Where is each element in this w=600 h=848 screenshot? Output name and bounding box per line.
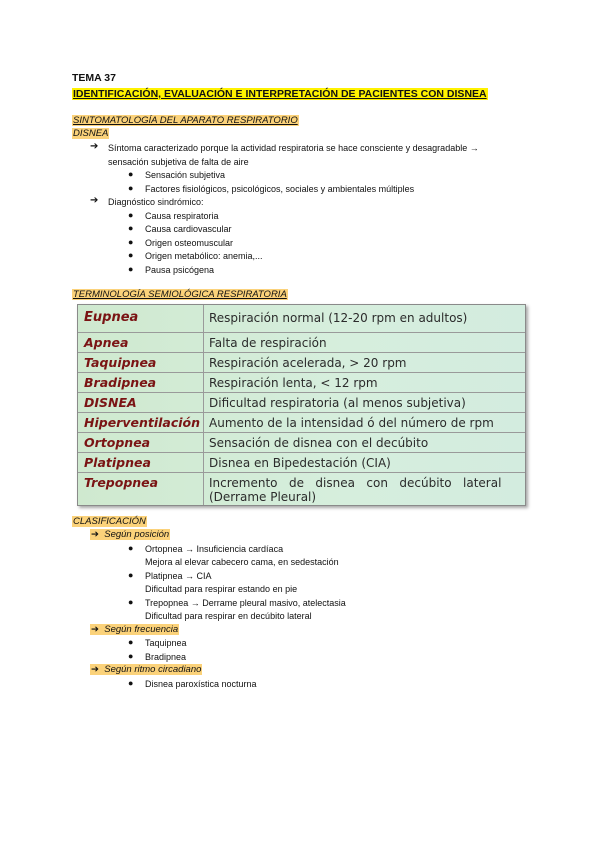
bullet-icon: ● <box>128 637 134 647</box>
subsection-posicion-label: Según posición <box>104 529 170 540</box>
list-item: Causa cardiovascular <box>145 224 232 234</box>
term-cell: Eupnea <box>84 310 139 325</box>
term-cell: Ortopnea <box>84 435 151 450</box>
list-item: Disnea paroxística nocturna <box>145 679 257 689</box>
diagnostico-label: Diagnóstico sindrómico: <box>108 197 204 207</box>
section-heading-clasificacion: CLASIFICACIÓN <box>73 516 146 527</box>
list-item: Platipnea → CIA <box>145 571 212 581</box>
term-cell: Hiperventilación <box>84 415 201 430</box>
table-row <box>78 333 525 353</box>
bullet-icon: ● <box>128 678 134 688</box>
bullet-icon: ● <box>128 570 134 580</box>
table-row <box>78 305 525 333</box>
list-item-note: Dificultad para respirar estando en pie <box>145 584 298 594</box>
definition-cell: Respiración lenta, < 12 rpm <box>209 376 378 390</box>
list-item: Sensación subjetiva <box>145 170 226 180</box>
list-item: Factores fisiológicos, psicológicos, sociales y ambientales múltiples <box>145 184 415 194</box>
list-item: Bradipnea <box>145 652 187 662</box>
definition-cell: Respiración acelerada, > 20 rpm <box>209 356 407 370</box>
definition-cell: Falta de respiración <box>209 336 327 350</box>
table-row <box>78 433 525 453</box>
section-heading-terminologia: TERMINOLOGÍA SEMIOLÓGICA RESPIRATORIA <box>73 289 287 300</box>
arrow-icon: ➔ <box>90 141 99 152</box>
bullet-icon: ● <box>128 169 134 179</box>
definition-cell: Sensación de disnea con el decúbito <box>209 436 429 450</box>
disnea-definition: Síntoma caracterizado porque la actividad respiratoria se hace consciente y desagradable → <box>108 143 479 153</box>
bullet-icon: ● <box>128 543 134 553</box>
section-heading-sintomatologia: SINTOMATOLOGÍA DEL APARATO RESPIRATORIO <box>73 115 298 126</box>
term-cell: Platipnea <box>84 455 151 470</box>
disnea-definition-cont: sensación subjetiva de falta de aire <box>108 157 249 167</box>
topic-number: TEMA 37 <box>72 72 116 84</box>
bullet-icon: ● <box>128 250 134 260</box>
list-item: Taquipnea <box>145 638 187 648</box>
bullet-icon: ● <box>128 597 134 607</box>
definition-cell: Aumento de la intensidad ó del número de rpm <box>209 416 494 430</box>
table-row <box>78 453 525 473</box>
term-cell: Apnea <box>84 335 129 350</box>
definition-cell: Incremento de disnea con decúbito lateral <box>209 476 502 490</box>
list-item: Origen osteomuscular <box>145 238 234 248</box>
bullet-icon: ● <box>128 651 134 661</box>
definition-cell: Disnea en Bipedestación (CIA) <box>209 456 391 470</box>
bullet-icon: ● <box>128 210 134 220</box>
arrow-icon: ➔ <box>90 195 99 206</box>
table-row <box>78 353 525 373</box>
definition-cell: Respiración normal (12-20 rpm en adultos) <box>209 311 468 325</box>
bullet-icon: ● <box>128 223 134 233</box>
definition-cell-cont: (Derrame Pleural) <box>209 490 317 504</box>
terminology-table <box>77 304 526 506</box>
table-row <box>78 373 525 393</box>
list-item: Trepopnea → Derrame pleural masivo, atelectasia <box>145 598 346 608</box>
bullet-icon: ● <box>128 183 134 193</box>
term-cell: Taquipnea <box>84 355 157 370</box>
list-item: Causa respiratoria <box>145 211 219 221</box>
table-row <box>78 413 525 433</box>
list-item-note: Mejora al elevar cabecero cama, en sedestación <box>145 557 339 567</box>
list-item: Ortopnea → Insuficiencia cardíaca <box>145 544 284 554</box>
table-row <box>78 393 525 413</box>
term-cell: Bradipnea <box>84 375 157 390</box>
term-cell: Trepopnea <box>84 475 159 490</box>
subsection-ritmo-label: Según ritmo circadiano <box>104 664 202 675</box>
subsection-posicion: ➔ Según posición <box>91 529 170 540</box>
subsection-frecuencia: ➔ Según frecuencia <box>91 624 179 635</box>
list-item: Pausa psicógena <box>145 265 215 275</box>
subsection-frecuencia-label: Según frecuencia <box>104 624 179 635</box>
document-title: IDENTIFICACIÓN, EVALUACIÓN E INTERPRETACIÓN DE PACIENTES CON DISNEA <box>73 88 487 100</box>
table-row <box>78 473 525 505</box>
subsection-ritmo: ➔ Según ritmo circadiano <box>91 664 202 675</box>
list-item-note: Dificultad para respirar en decúbito lateral <box>145 611 312 621</box>
list-item: Origen metabólico: anemia,... <box>145 251 263 261</box>
term-cell: DISNEA <box>84 395 137 410</box>
subheading-disnea: DISNEA <box>73 128 109 139</box>
bullet-icon: ● <box>128 237 134 247</box>
definition-cell: Dificultad respiratoria (al menos subjetiva) <box>209 396 466 410</box>
bullet-icon: ● <box>128 264 134 274</box>
